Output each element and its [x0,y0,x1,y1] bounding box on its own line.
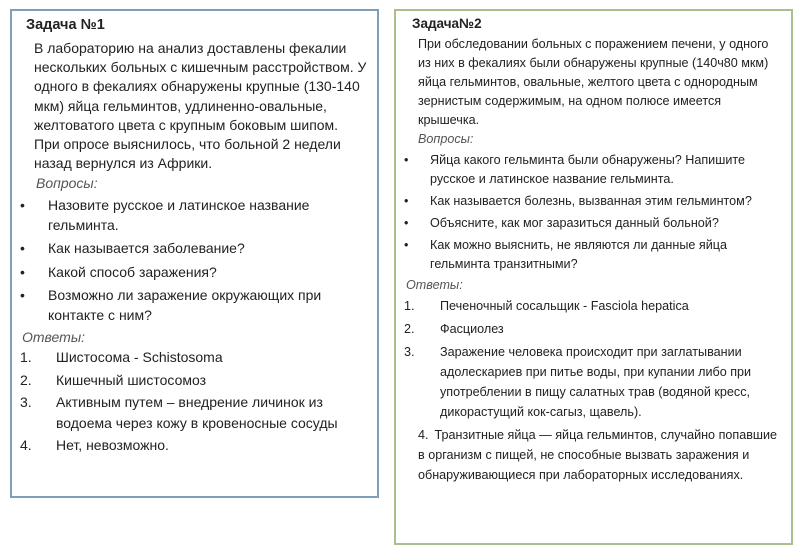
question-text: Как называется заболевание? [48,240,245,257]
question-text: Какой способ заражения? [48,263,217,280]
question-item [404,192,783,211]
task-1-condition: В лабораторию на анализ доставлены фекалии нескольких больных с кишечным расстройством. У одного в фекалиях обнаружены крупные (130-140 мкм) яйца гельминтов, удлиненно-овальные, желтоватого цвета с крупным боковым шипом. При опросе выяснилось, что больной 2 недели назад вернулся из Африки. [34,40,367,172]
bullet: • [404,153,409,167]
answer-number: 3. [20,394,32,411]
task-2-questions-heading: Вопросы: [418,132,474,146]
question-item [20,239,367,259]
answer-text: Транзитные яйца — яйца гельминтов, случайно попавшие в организм с пищей, не способные вызвать заражения и обнаруживающиеся при лабораторных исследованиях. [418,428,778,482]
answer-item [20,392,367,433]
task-2-card [394,9,793,545]
question-item [404,151,783,189]
task-1-card [10,9,379,498]
task-2-answers-heading: Ответы: [406,278,463,292]
question-text: Объясните, как мог заразиться данный больной? [430,216,719,230]
question-text: Яйца какого гельминта были обнаружены? Напишите русское и латинское название гельминта. [430,153,745,186]
question-item [20,196,367,235]
answer-text: Кишечный шистосомоз [56,371,207,388]
task-1-answers-heading: Ответы: [22,329,86,346]
bullet: • [20,287,25,304]
answer-number: 2. [404,322,415,336]
question-text: Назовите русское и латинское название гельминта. [48,197,310,233]
question-item [404,236,783,274]
task-1-questions-heading: Вопросы: [36,175,98,192]
question-item [20,286,367,325]
answer-text: Нет, невозможно. [56,437,169,454]
answer-item [20,435,367,456]
answer-number: 1. [404,299,415,313]
answer-item [404,296,783,316]
answer-text: Печеночный сосальщик - Fasciola hepatica [440,299,689,313]
answer-number: 4. [20,437,32,454]
answer-item [20,370,367,391]
question-item [20,263,367,283]
answer-number: 3. [404,345,415,359]
task-2-answers [404,296,783,485]
question-text: Возможно ли заражение окружающих при контакте с ним? [48,287,322,323]
task-1-questions [20,196,367,325]
bullet: • [20,240,25,257]
bullet: • [404,194,409,208]
answer-text: Шистосома - Schistosoma [56,349,223,366]
bullet: • [404,216,409,230]
task-1-title: Задача №1 [26,17,105,33]
answer-text: Фасциолез [440,322,504,336]
bullet: • [404,238,409,252]
question-item [404,214,783,233]
bullet: • [20,263,25,280]
task-2-questions [404,151,783,274]
answer-text: Активным путем – внедрение личинок из водоема через кожу в кровеносные сосуды [56,394,338,431]
answer-number: 1. [20,349,32,366]
answer-text: Заражение человека происходит при заглатывании адолескариев при питье воды, при купании либо при употреблении в пищу салатных трав (водяной кресс, дикорастущий кок-сагыз, щавель). [440,345,752,419]
task-1-answers [20,347,367,456]
task-2-title: Задача№2 [412,16,482,31]
bullet: • [20,197,25,214]
answer-item [404,342,783,422]
task-2-condition: При обследовании больных с поражением печени, у одного из них в фекалиях были обнаружены крупные (140ч80 мкм) яйца гельминтов, овальные, желтого цвета с однородным зернистым содержимым, на одном полюсе имеется крышечка. [418,37,769,127]
question-text: Как можно выяснить, не являются ли данные яйца гельминта транзитными? [430,238,727,271]
answer-number: 4. [418,428,429,442]
answer-item [404,425,783,485]
answer-item [20,347,367,368]
question-text: Как называется болезнь, вызванная этим гельминтом? [430,194,752,208]
answer-number: 2. [20,371,32,388]
answer-item [404,319,783,339]
